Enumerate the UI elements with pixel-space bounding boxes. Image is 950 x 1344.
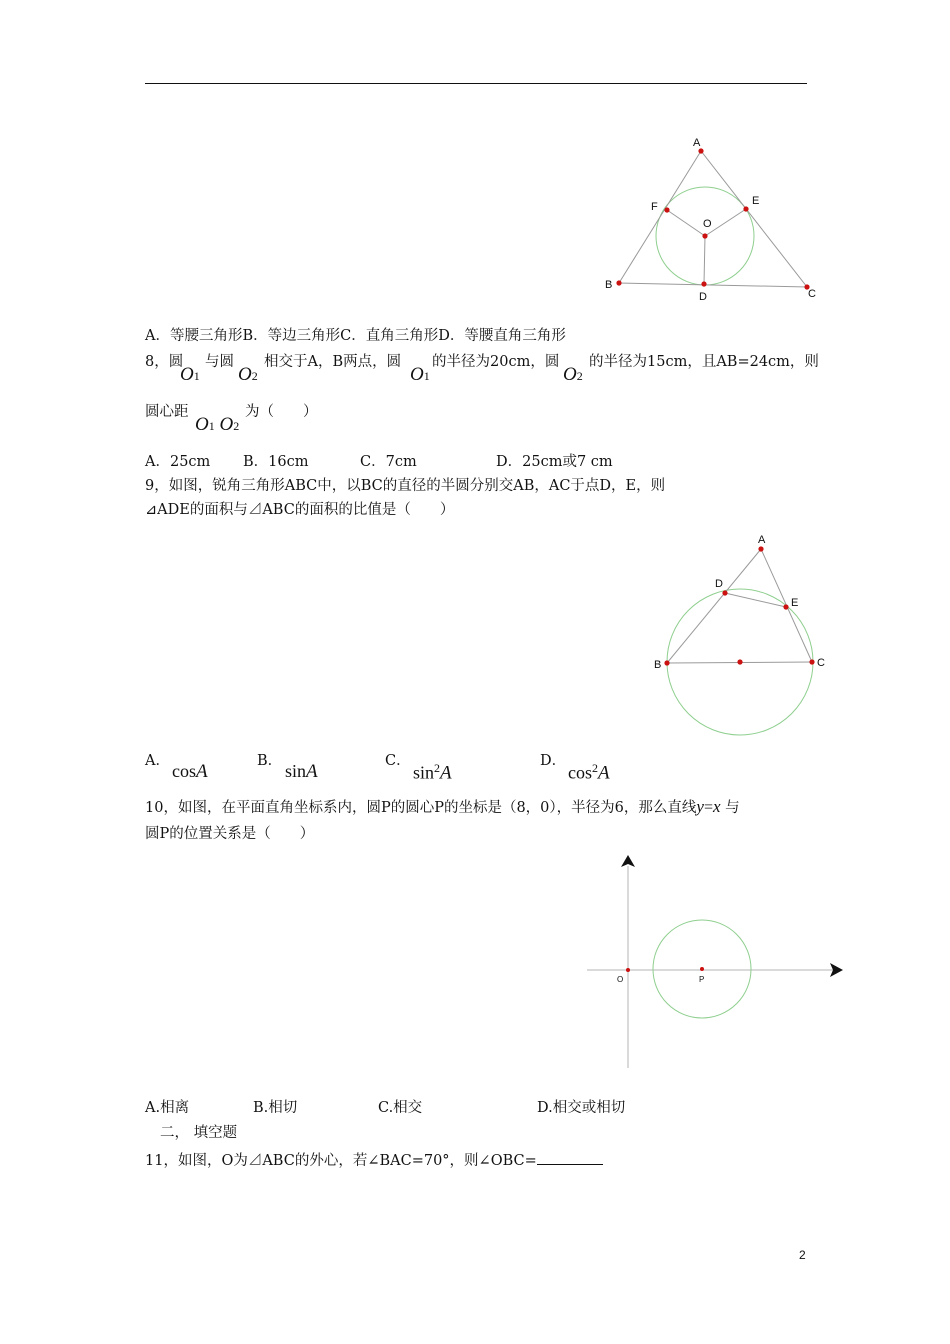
q9-option-d-expr: $\cos^2A$ bbox=[568, 761, 610, 784]
point-f bbox=[664, 207, 669, 212]
label-o: O bbox=[703, 218, 712, 230]
q8-line2-suffix: 为（ ） bbox=[245, 404, 318, 420]
triangle-abc bbox=[619, 151, 807, 287]
q9-option-b-expr: sinA bbox=[285, 761, 318, 782]
q8-o1-b: O1 bbox=[410, 364, 430, 385]
point-p bbox=[700, 967, 704, 971]
q7-options: A．等腰三角形B．等边三角形C．直角三角形D．等腰直角三角形 bbox=[145, 328, 566, 344]
q8-part1: 8，圆 bbox=[145, 354, 184, 370]
label-e: E bbox=[752, 195, 760, 207]
label-o: O bbox=[617, 975, 624, 984]
label-b: B bbox=[654, 659, 662, 671]
q8-o1-a: O1 bbox=[180, 364, 200, 385]
label-a: A bbox=[693, 137, 701, 149]
segment-ba bbox=[667, 549, 761, 663]
q8-option-b: B．16cm bbox=[243, 454, 309, 470]
y-axis-arrow bbox=[621, 855, 635, 867]
q8-o1o2: O1 O2 bbox=[195, 414, 240, 435]
point-b bbox=[664, 660, 669, 665]
q9-option-d-label: D． bbox=[540, 753, 567, 769]
incircle-figure bbox=[595, 130, 825, 305]
q9-line1: 9，如图，锐角三角形ABC中，以BC的直径的半圆分别交AB，AC于点D，E，则 bbox=[145, 478, 666, 494]
point-d bbox=[722, 590, 727, 595]
q9-option-c-expr: $\sin^2A$ bbox=[413, 761, 452, 784]
point-o bbox=[702, 233, 707, 238]
label-b: B bbox=[605, 279, 613, 291]
answer-blank[interactable] bbox=[537, 1150, 603, 1165]
q8-option-c: C．7cm bbox=[360, 454, 417, 470]
label-c: C bbox=[808, 288, 816, 300]
point-a bbox=[758, 546, 763, 551]
point-a bbox=[698, 148, 703, 153]
label-c: C bbox=[817, 657, 825, 669]
q10-line1: 10，如图，在平面直角坐标系内，圆P的圆心P的坐标是（8，0），半径为6，那么直线y=x 与 bbox=[145, 797, 740, 816]
point-c bbox=[809, 659, 814, 664]
segment-de bbox=[725, 593, 786, 607]
q8-part4: 的半径为20cm，圆 bbox=[432, 354, 560, 370]
q9-option-c-label: C． bbox=[385, 753, 411, 769]
label-d: D bbox=[715, 578, 723, 590]
q8-line2-prefix: 圆心距 bbox=[145, 404, 189, 420]
semicircle-figure bbox=[645, 530, 835, 740]
coordinate-figure bbox=[580, 850, 850, 1070]
q9-option-b-label: B． bbox=[257, 753, 283, 769]
header-rule bbox=[145, 83, 807, 84]
q8-part2: 与圆 bbox=[205, 354, 234, 370]
label-p: P bbox=[699, 975, 705, 984]
q8-option-a: A．25cm bbox=[145, 454, 211, 470]
q11-line: 11，如图，O为⊿ABC的外心，若∠BAC=70°，则∠OBC= bbox=[145, 1150, 603, 1171]
label-e: E bbox=[791, 597, 799, 609]
point-b bbox=[616, 280, 621, 285]
point-d bbox=[701, 281, 706, 286]
radius-of bbox=[667, 210, 705, 236]
point-e bbox=[783, 604, 788, 609]
q10-option-b: B.相切 bbox=[253, 1100, 298, 1116]
q9-option-a-expr: cosA bbox=[172, 761, 208, 782]
q8-part3: 相交于A，B两点，圆 bbox=[264, 354, 402, 370]
q9-option-a-label: A． bbox=[145, 753, 170, 769]
q8-o2-a: O2 bbox=[238, 364, 258, 385]
label-d: D bbox=[699, 291, 707, 303]
point-e bbox=[743, 206, 748, 211]
q10-option-d: D.相交或相切 bbox=[537, 1100, 626, 1116]
q8-part5: 的半径为15cm，且AB=24cm，则 bbox=[589, 354, 819, 370]
label-a: A bbox=[758, 534, 766, 546]
q10-line2: 圆P的位置关系是（ ） bbox=[145, 826, 315, 842]
point-o bbox=[626, 968, 630, 972]
radius-od bbox=[704, 236, 705, 284]
label-f: F bbox=[651, 201, 658, 213]
q10-option-c: C.相交 bbox=[378, 1100, 423, 1116]
q8-option-d: D．25cm或7 cm bbox=[496, 454, 613, 470]
section-title: 二， 填空题 bbox=[160, 1125, 238, 1141]
point-center bbox=[737, 659, 742, 664]
q10-option-a: A.相离 bbox=[145, 1100, 190, 1116]
q9-line2: ⊿ADE的面积与⊿ABC的面积的比值是（ ） bbox=[145, 502, 455, 518]
page-number: 2 bbox=[799, 1248, 806, 1262]
q8-o2-b: O2 bbox=[563, 364, 583, 385]
